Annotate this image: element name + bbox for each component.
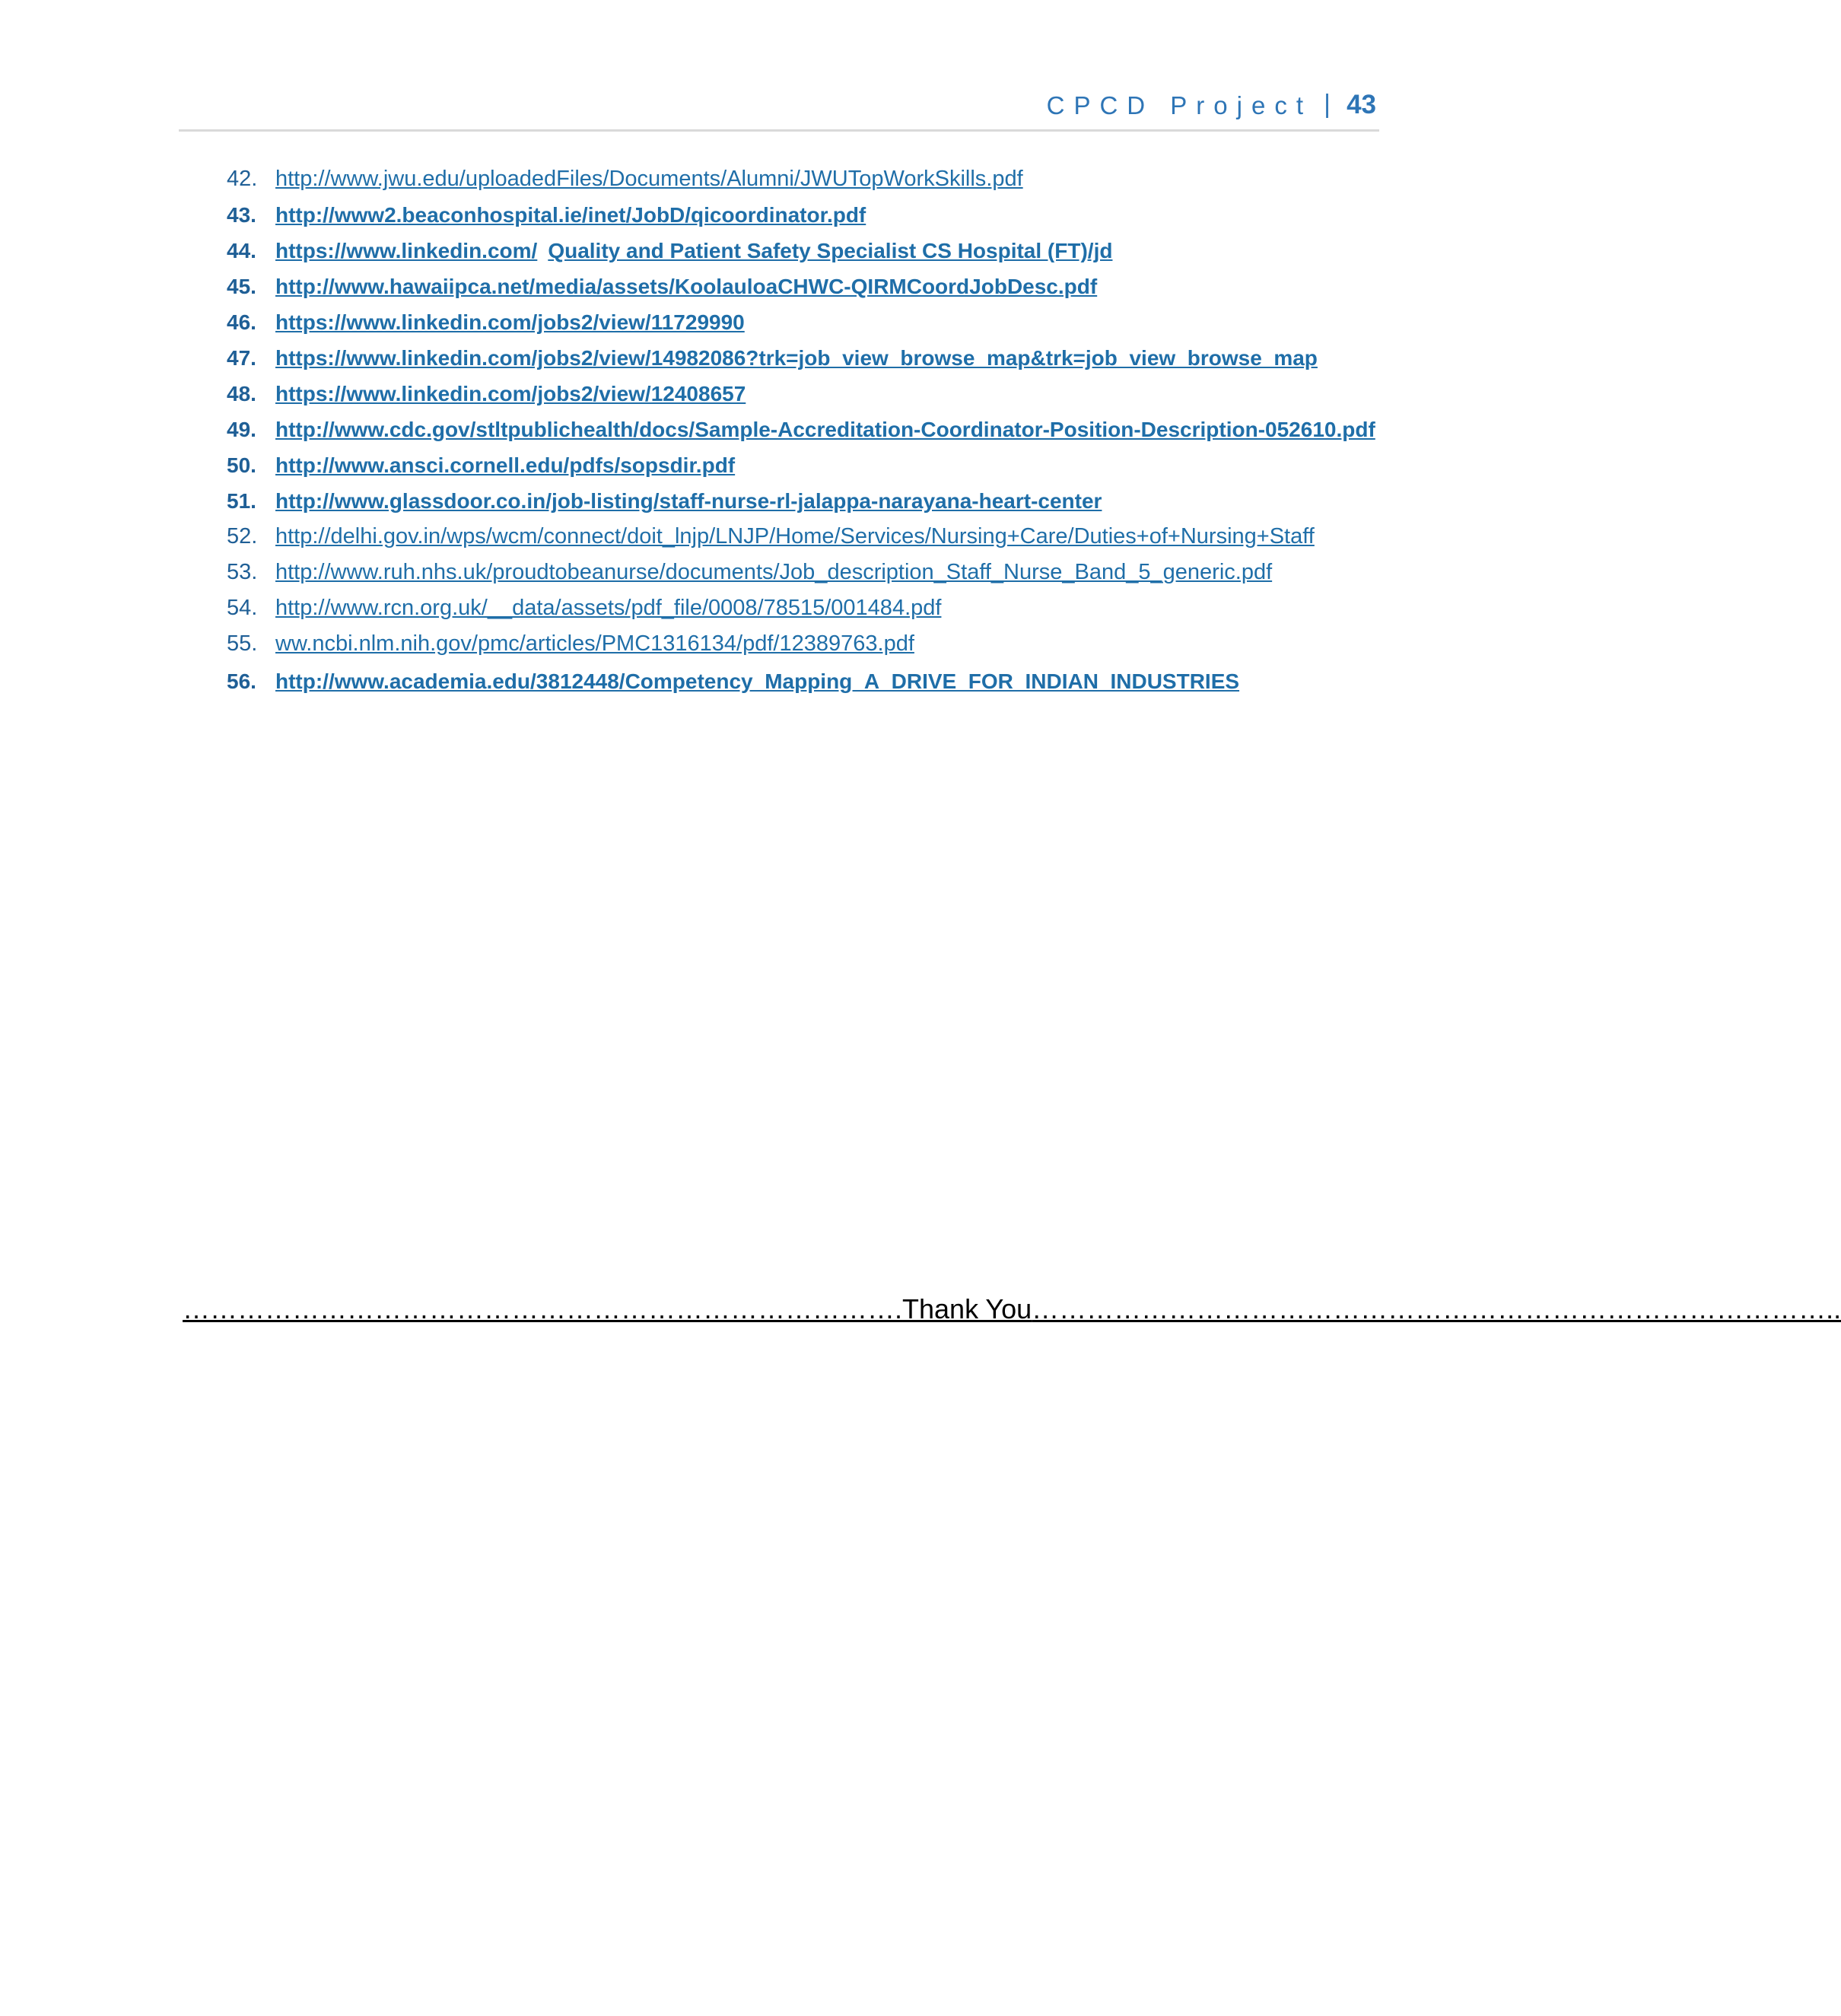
reference-link[interactable]: https://www.linkedin.com/jobs2/view/14982086?trk=job_view_browse_map&trk=job_view_browse_map	[275, 346, 1318, 370]
reference-number: 46.	[227, 310, 256, 334]
reference-item-45	[221, 269, 1381, 304]
reference-link[interactable]: https://www.linkedin.com/jobs2/view/12408657	[275, 382, 746, 405]
reference-link[interactable]: http://www.rcn.org.uk/__data/assets/pdf_file/0008/78515/001484.pdf	[275, 596, 942, 620]
reference-item-43	[221, 197, 1381, 233]
reference-item-50	[221, 447, 1381, 483]
reference-number: 47.	[227, 346, 256, 370]
reference-number: 44.	[227, 239, 256, 262]
reference-item-42	[221, 161, 1381, 197]
reference-link[interactable]: http://www.hawaiipca.net/media/assets/KoolauloaCHWC-QIRMCoordJobDesc.pdf	[275, 275, 1098, 298]
reference-item-55	[221, 626, 1381, 662]
reference-number: 49.	[227, 418, 256, 441]
reference-number: 54.	[227, 596, 258, 620]
reference-link[interactable]: http://www.academia.edu/3812448/Competency_Mapping_A_DRIVE_FOR_INDIAN_INDUSTRIES	[275, 669, 1240, 693]
reference-number: 50.	[227, 453, 256, 477]
reference-link[interactable]: http://www.ruh.nhs.uk/proudtobeanurse/documents/Job_description_Staff_Nurse_Band_5_generic.pdf	[275, 560, 1273, 584]
reference-item-47	[221, 340, 1381, 376]
reference-number: 51.	[227, 489, 256, 513]
reference-link[interactable]: https://www.linkedin.com/jobs2/view/11729990	[275, 310, 745, 334]
reference-item-49	[221, 412, 1381, 447]
reference-link[interactable]: ww.ncbi.nlm.nih.gov/pmc/articles/PMC1316134/pdf/12389763.pdf	[275, 631, 914, 656]
thank-you-text: Thank You	[902, 1293, 1032, 1324]
page-number: 43	[1347, 90, 1376, 119]
reference-number: 55.	[227, 631, 258, 656]
reference-number: 48.	[227, 382, 256, 405]
reference-number: 56.	[227, 669, 256, 693]
reference-item-48	[221, 376, 1381, 412]
reference-item-46	[221, 304, 1381, 340]
reference-number: 43.	[227, 203, 256, 227]
reference-item-52	[221, 519, 1381, 555]
page-header	[179, 85, 1379, 132]
reference-item-54	[221, 590, 1381, 626]
reference-link[interactable]: https://www.linkedin.com/	[275, 239, 538, 262]
reference-item-53	[221, 555, 1381, 590]
reference-link[interactable]: http://www.ansci.cornell.edu/pdfs/sopsdir.pdf	[275, 453, 736, 477]
reference-link[interactable]: http://www.cdc.gov/stltpublichealth/docs/Sample-Accreditation-Coordinator-Position-Description-052610.pdf	[275, 418, 1375, 441]
dots-left: …………………………………………………………………….	[183, 1293, 903, 1324]
reference-link-secondary[interactable]: Quality and Patient Safety Specialist CS Hospital (FT)/jd	[548, 239, 1113, 262]
reference-item-56	[221, 663, 1381, 699]
dots-right: ……………………………………………………………………………..	[1032, 1293, 1841, 1324]
reference-item-51	[221, 483, 1381, 519]
header-title: CPCD Project	[1046, 91, 1312, 119]
reference-link[interactable]: http://www.jwu.edu/uploadedFiles/Documents/Alumni/JWUTopWorkSkills.pdf	[275, 167, 1023, 191]
reference-link[interactable]: http://www.glassdoor.co.in/job-listing/staff-nurse-rl-jalappa-narayana-heart-center	[275, 489, 1102, 513]
reference-number: 42.	[227, 167, 258, 191]
header-separator: |	[1324, 90, 1331, 119]
reference-list	[221, 161, 1381, 699]
thank-you-footer	[183, 1293, 1841, 1331]
reference-link[interactable]: http://www2.beaconhospital.ie/inet/JobD/qicoordinator.pdf	[275, 203, 866, 227]
reference-link[interactable]: http://delhi.gov.in/wps/wcm/connect/doit_lnjp/LNJP/Home/Services/Nursing+Care/Duties+of+Nursing+Staff	[275, 524, 1315, 549]
reference-number: 53.	[227, 560, 258, 584]
reference-number: 52.	[227, 524, 258, 549]
reference-item-44	[221, 233, 1381, 269]
reference-number: 45.	[227, 275, 256, 298]
